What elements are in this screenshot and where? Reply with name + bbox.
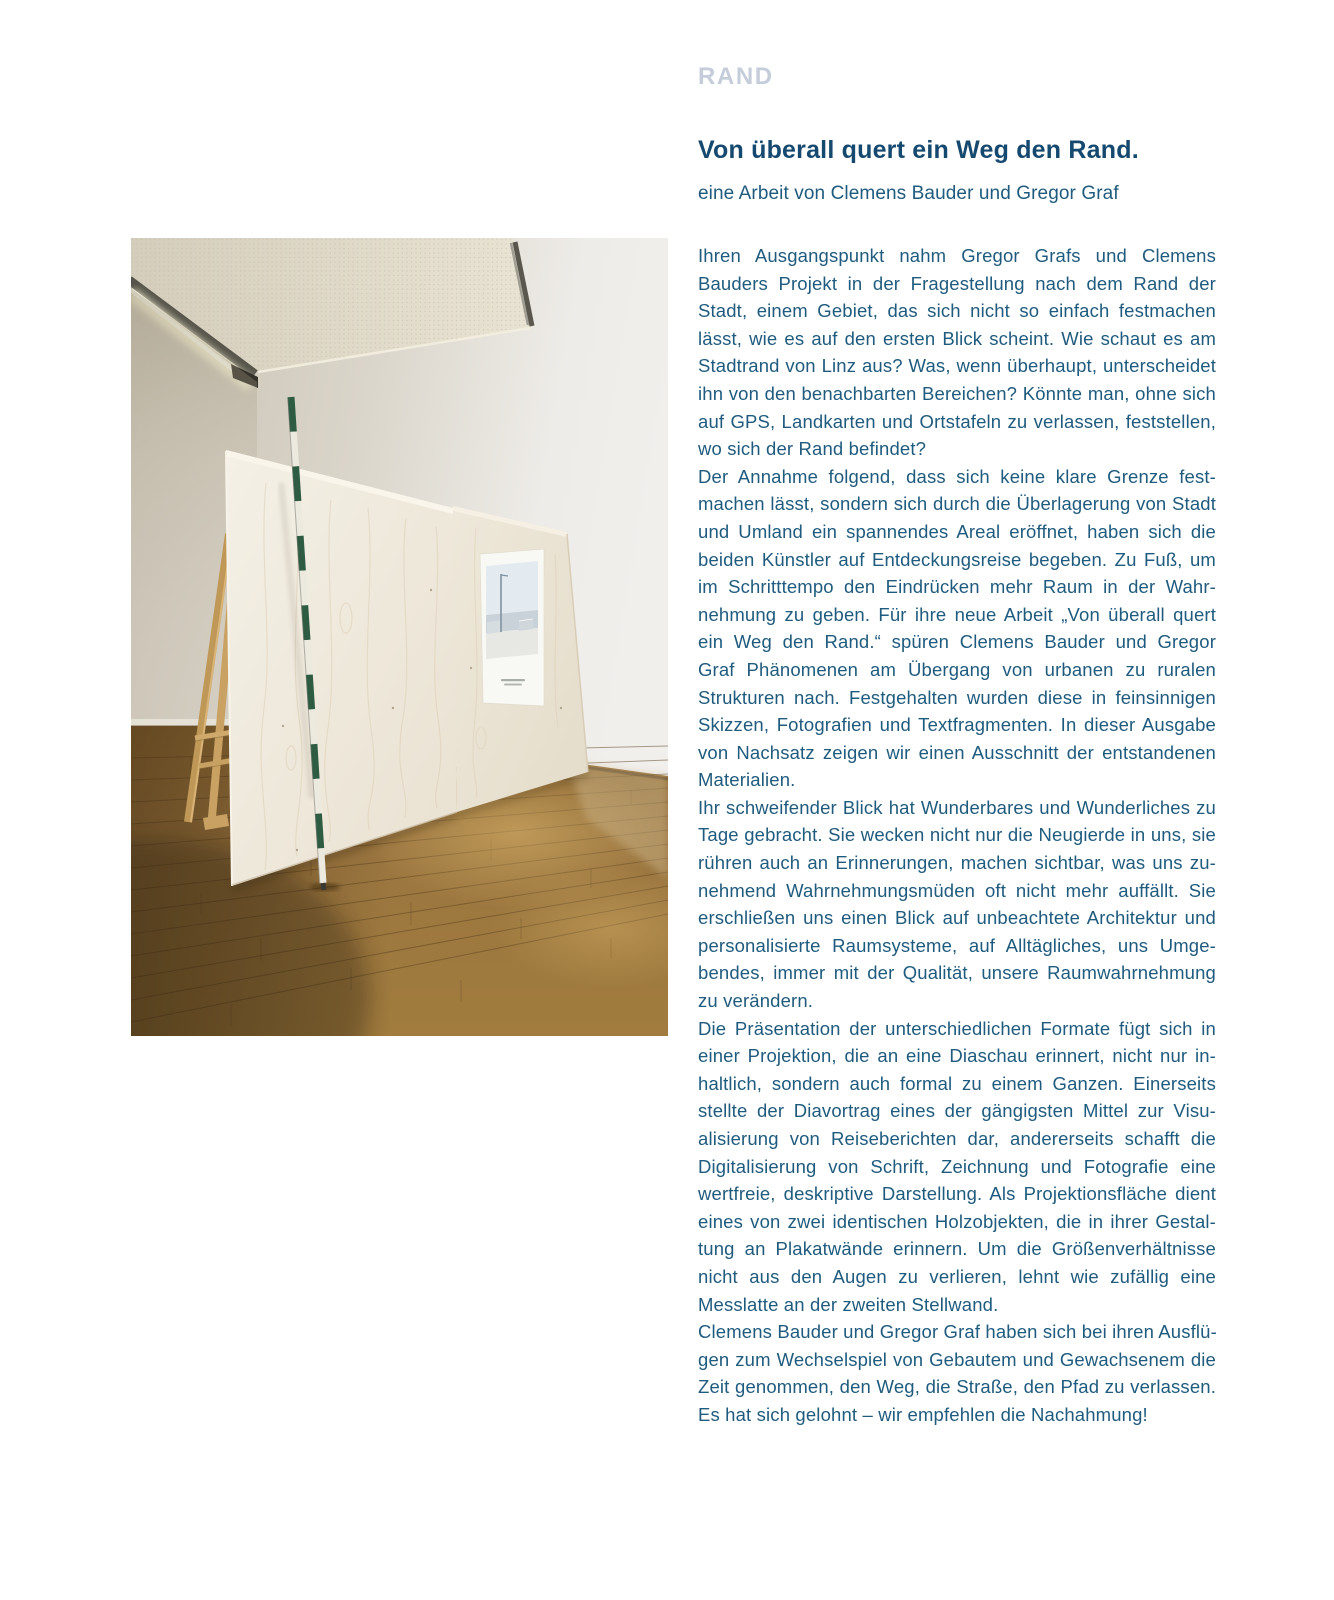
- body-line: lässt, wie es auf den ersten Blick scheint. Wie schaut es am: [698, 327, 1216, 349]
- body-line: nehmung zu geben. Für ihre neue Arbeit „Von überall quert: [698, 603, 1216, 625]
- projected-poster: [480, 549, 544, 706]
- body-line: Der Annahme folgend, dass sich keine klare Grenze fest-: [698, 465, 1216, 487]
- body-line: Clemens Bauder und Gregor Graf haben sich bei ihren Ausflü-: [698, 1321, 1217, 1343]
- body-line: wo sich der Rand befindet?: [698, 438, 927, 460]
- body-line: eines von zwei identischen Holzobjekten, die in ihrer Gestal-: [698, 1210, 1216, 1232]
- body-line: und Umland ein spannendes Areal eröffnet, haben sich die: [698, 520, 1216, 542]
- body-line: Ihren Ausgangspunkt nahm Gregor Grafs und Clemens: [698, 245, 1216, 266]
- body-line: Es hat sich gelohnt – wir empfehlen die Nachahmung!: [698, 1403, 1148, 1425]
- body-line: beiden Künstler auf Entdeckungsreise begeben. Zu Fuß, um: [698, 548, 1216, 570]
- body-line: Materialien.: [698, 769, 796, 791]
- body-line: ein Weg den Rand.“ spüren Clemens Bauder und Gregor: [698, 631, 1216, 653]
- article-body: [698, 242, 1216, 1429]
- body-line: machen lässt, sondern sich durch die Überlagerung von Stadt: [698, 493, 1216, 515]
- body-line: personalisierte Raumsysteme, auf Alltägliches, uns Umge-: [698, 934, 1216, 956]
- body-line: stellte der Diavortrag eines der gängigsten Mittel zur Visu-: [698, 1100, 1216, 1122]
- body-line: rühren auch an Erinnerungen, machen sichtbar, was uns zu-: [698, 852, 1216, 874]
- body-line: alisierung von Reiseberichten dar, andererseits schafft die: [698, 1128, 1216, 1149]
- body-line: Die Präsentation der unterschiedlichen Formate fügt sich in: [698, 1017, 1216, 1039]
- body-line: haltlich, sondern auch formal zu einem Ganzen. Einerseits: [698, 1072, 1216, 1094]
- body-line: auf GPS, Landkarten und Ortstafeln zu verlassen, feststellen,: [698, 410, 1216, 432]
- body-line: im Schritttempo den Eindrücken mehr Raum in der Wahr-: [698, 576, 1216, 598]
- body-line: nehmend Wahrnehmungsmüden oft nicht mehr auffällt. Sie: [698, 879, 1216, 901]
- body-line: Strukturen nach. Festgehalten wurden diese in feinsinnigen: [698, 686, 1216, 708]
- installation-photo: [131, 238, 668, 1036]
- body-line: wertfreie, deskriptive Darstellung. Als Projektionsfläche dient: [698, 1183, 1216, 1205]
- body-line: Digitalisierung von Schrift, Zeichnung und Fotografie eine: [698, 1155, 1216, 1177]
- body-line: Stadt, einem Gebiet, das sich nicht so einfach festmachen: [698, 300, 1216, 322]
- body-line: Stadtrand von Linz aus? Was, wenn überhaupt, unterscheidet: [698, 355, 1216, 377]
- body-line: Tage gebracht. Sie wecken nicht nur die Neugierde in uns, sie: [698, 824, 1216, 846]
- article-subtitle: eine Arbeit von Clemens Bauder und Gregor Graf: [698, 183, 1119, 204]
- body-line: Bauders Projekt in der Fragestellung nach dem Rand der: [698, 272, 1216, 294]
- body-line: zu verändern.: [698, 990, 814, 1012]
- body-line: einer Projektion, die an eine Diaschau erinnert, nicht nur in-: [698, 1045, 1216, 1067]
- kicker: RAND: [698, 63, 774, 90]
- body-line: von Nachsatz zeigen wir einen Ausschnitt der entstandenen: [698, 741, 1216, 763]
- body-line: bendes, immer mit der Qualität, unsere Raumwahrnehmung: [698, 962, 1216, 984]
- body-line: Skizzen, Fotografien und Textfragmenten. In dieser Ausgabe: [698, 714, 1216, 736]
- body-line: Zeit genommen, den Weg, die Straße, den Pfad zu verlassen.: [698, 1376, 1216, 1398]
- baseboard: [131, 719, 229, 725]
- plywood-panel-left: [226, 450, 457, 886]
- body-line: nicht aus den Augen zu verlieren, lehnt wie zufällig eine: [698, 1265, 1216, 1287]
- body-line: Ihr schweifender Blick hat Wunderbares und Wunderliches zu: [698, 796, 1216, 818]
- body-line: Graf Phänomenen am Übergang von urbanen zu ruralen: [698, 658, 1216, 680]
- body-line: ihn von den benachbarten Bereichen? Könnte man, ohne sich: [698, 382, 1216, 404]
- body-line: erschließen uns einen Blick auf unbeachtete Architektur und: [698, 907, 1216, 929]
- body-line: tung an Plakatwände erinnern. Um die Größenverhältnisse: [698, 1238, 1216, 1260]
- page-title: Von überall quert ein Weg den Rand.: [698, 136, 1139, 164]
- body-line: gen zum Wechselspiel von Gebautem und Gewachsenem die: [698, 1348, 1216, 1370]
- body-line: Messlatte an der zweiten Stellwand.: [698, 1293, 999, 1315]
